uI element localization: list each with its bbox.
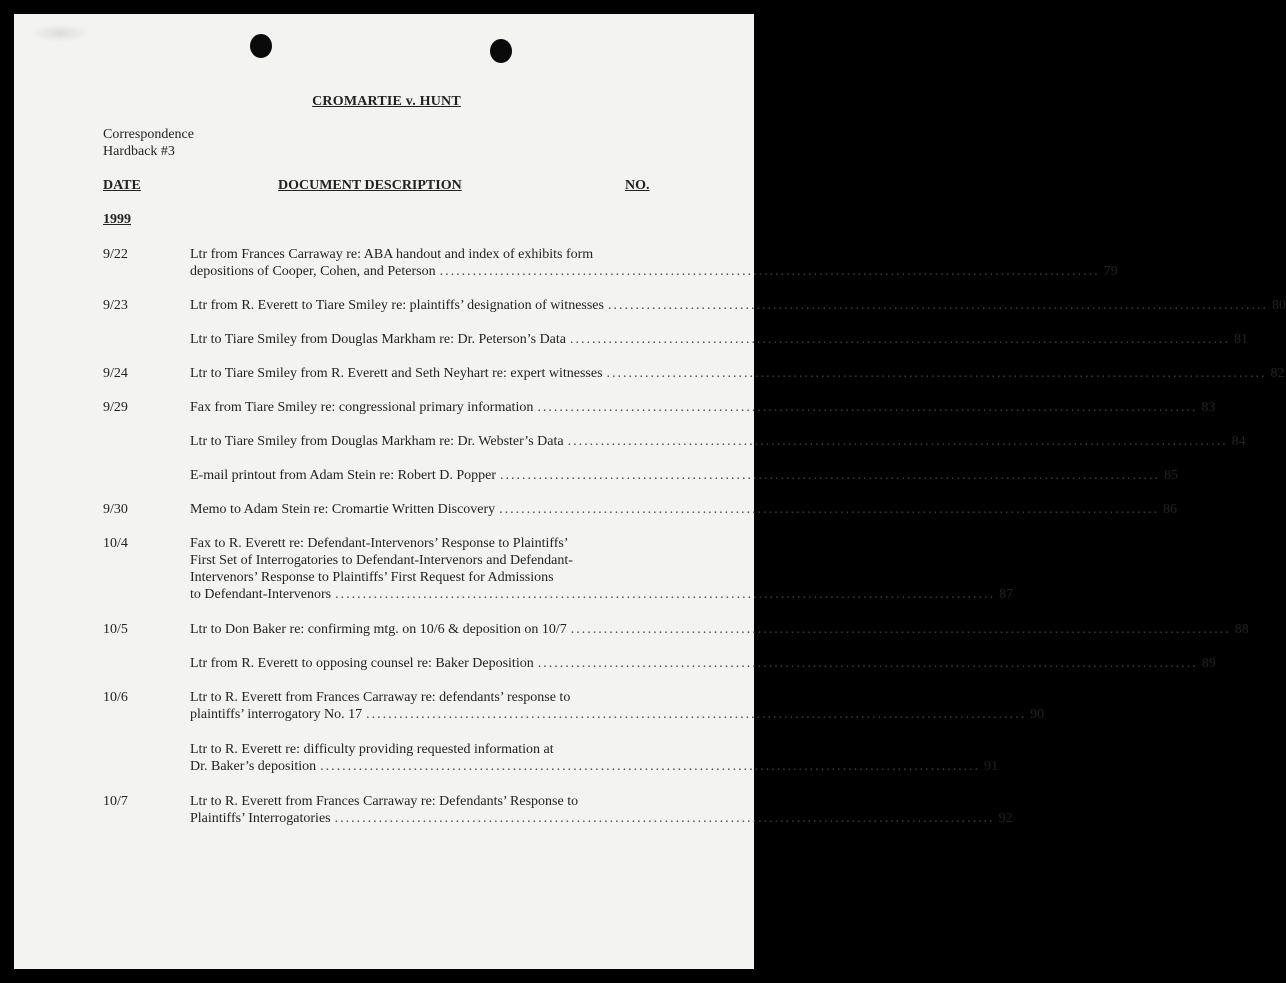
dot-leader: ........................................................................................................................ (570, 332, 1230, 347)
entry-description (190, 793, 1013, 827)
entry-number: 90 (1030, 707, 1045, 722)
entry-description-line (190, 399, 1216, 416)
entry-description (190, 655, 1216, 672)
entry-number: 83 (1201, 400, 1216, 415)
entry-date: 9/30 (103, 502, 128, 517)
entry-number: 89 (1201, 656, 1216, 671)
entry-number: 92 (998, 811, 1013, 826)
entry-description-text: Plaintiffs’ Interrogatories (190, 811, 331, 826)
entry-description-line (190, 263, 1118, 280)
entry-description (190, 467, 1179, 484)
entry-description-line (190, 433, 1246, 450)
entry-number: 82 (1270, 366, 1285, 381)
entry-description-text: Ltr from R. Everett to opposing counsel re: Baker Deposition (190, 656, 534, 671)
entry-number: 86 (1163, 502, 1178, 517)
year-heading: 1999 (103, 212, 131, 227)
entry-description-text: to Defendant-Intervenors (190, 587, 332, 602)
entry-description-text: Ltr to Tiare Smiley from Douglas Markham re: Dr. Webster’s Data (190, 434, 564, 449)
entry-description (190, 741, 999, 775)
entry-description (190, 621, 1249, 638)
entry-description-line (190, 586, 1014, 603)
entry-number: 80 (1271, 298, 1286, 313)
entry-date: 9/24 (103, 366, 128, 381)
entry-number: 79 (1103, 264, 1118, 279)
entry-description-text: E-mail printout from Adam Stein re: Robert D. Popper (190, 468, 497, 483)
entry-description-text: plaintiffs’ interrogatory No. 17 (190, 707, 363, 722)
document-page (14, 14, 1286, 969)
dot-leader: ........................................................................................................................ (537, 656, 1198, 671)
subtitle-correspondence: Correspondence (103, 127, 194, 142)
entry-description (190, 331, 1248, 348)
entry-description-line: First Set of Interrogatories to Defendant-Intervenors and Defendant- (190, 553, 573, 568)
page-smudge (30, 24, 90, 42)
entry-date: 9/29 (103, 400, 128, 415)
entry-description-line: Ltr to R. Everett from Frances Carraway re: defendants’ response to (190, 690, 571, 705)
punch-hole-left (250, 34, 272, 58)
entry-description (190, 399, 1216, 416)
entry-description (190, 501, 1178, 518)
column-header-description: DOCUMENT DESCRIPTION (278, 178, 462, 193)
entry-description-text: Ltr to Tiare Smiley from Douglas Markham re: Dr. Peterson’s Data (190, 332, 566, 347)
entry-description-text: Fax from Tiare Smiley re: congressional primary information (190, 400, 534, 415)
entry-date: 10/6 (103, 690, 128, 705)
entry-description-line (190, 655, 1216, 672)
entry-description-line: Fax to R. Everett re: Defendant-Intervenors’ Response to Plaintiffs’ (190, 536, 569, 551)
entry-description-line: Ltr to R. Everett re: difficulty providing requested information at (190, 742, 554, 757)
entry-description-line (190, 501, 1178, 518)
entry-description-text: depositions of Cooper, Cohen, and Peterson (190, 264, 436, 279)
entry-date: 9/23 (103, 298, 128, 313)
entry-number: 87 (999, 587, 1014, 602)
entry-description-line (190, 621, 1249, 638)
entry-date: 10/7 (103, 794, 128, 809)
entry-description-text: Memo to Adam Stein re: Cromartie Written Discovery (190, 502, 496, 517)
dot-leader: ........................................................................................................................ (320, 759, 981, 774)
entry-description (190, 535, 1014, 603)
column-header-number: NO. (625, 178, 650, 193)
entry-description-line (190, 706, 1045, 723)
dot-leader: ........................................................................................................................ (499, 502, 1160, 517)
dot-leader: ........................................................................................................................ (366, 707, 1027, 722)
dot-leader: ........................................................................................................................ (606, 366, 1267, 381)
entry-description-text: Ltr to Tiare Smiley from R. Everett and Seth Neyhart re: expert witnesses (190, 366, 603, 381)
entry-description (190, 246, 1118, 280)
dot-leader: ........................................................................................................................ (335, 587, 996, 602)
dot-leader: ........................................................................................................................ (607, 298, 1268, 313)
entry-description-text: Dr. Baker’s deposition (190, 759, 317, 774)
punch-hole-right (490, 39, 512, 63)
entry-description-text: Ltr from R. Everett to Tiare Smiley re: plaintiffs’ designation of witnesses (190, 298, 604, 313)
entry-description-line (190, 297, 1286, 314)
dot-leader: ........................................................................................................................ (567, 434, 1228, 449)
entry-date: 10/5 (103, 622, 128, 637)
dot-leader: ........................................................................................................................ (334, 811, 995, 826)
dot-leader: ........................................................................................................................ (439, 264, 1100, 279)
entry-description-line (190, 467, 1179, 484)
entry-number: 81 (1234, 332, 1248, 347)
subtitle-hardback: Hardback #3 (103, 144, 175, 159)
column-header-date: DATE (103, 178, 141, 193)
entry-date: 10/4 (103, 536, 128, 551)
dot-leader: ........................................................................................................................ (570, 622, 1231, 637)
document-title: CROMARTIE v. HUNT (312, 94, 461, 109)
entry-description-line: Ltr from Frances Carraway re: ABA handout and index of exhibits form (190, 247, 594, 262)
entry-description (190, 365, 1285, 382)
entry-description-text: Ltr to Don Baker re: confirming mtg. on 10/6 & deposition on 10/7 (190, 622, 567, 637)
entry-description-line: Ltr to R. Everett from Frances Carraway re: Defendants’ Response to (190, 794, 579, 809)
entry-description (190, 689, 1045, 723)
entry-date: 9/22 (103, 247, 128, 262)
entry-description-line (190, 331, 1248, 348)
entry-number: 91 (984, 759, 999, 774)
dot-leader: ........................................................................................................................ (500, 468, 1161, 483)
dot-leader: ........................................................................................................................ (537, 400, 1198, 415)
entry-description (190, 433, 1246, 450)
entry-number: 85 (1164, 468, 1179, 483)
entry-description-line: Intervenors’ Response to Plaintiffs’ First Request for Admissions (190, 570, 554, 585)
entry-description (190, 297, 1286, 314)
entry-description-line (190, 758, 999, 775)
entry-description-line (190, 365, 1285, 382)
entry-number: 84 (1231, 434, 1246, 449)
entry-number: 88 (1234, 622, 1249, 637)
entry-description-line (190, 810, 1013, 827)
